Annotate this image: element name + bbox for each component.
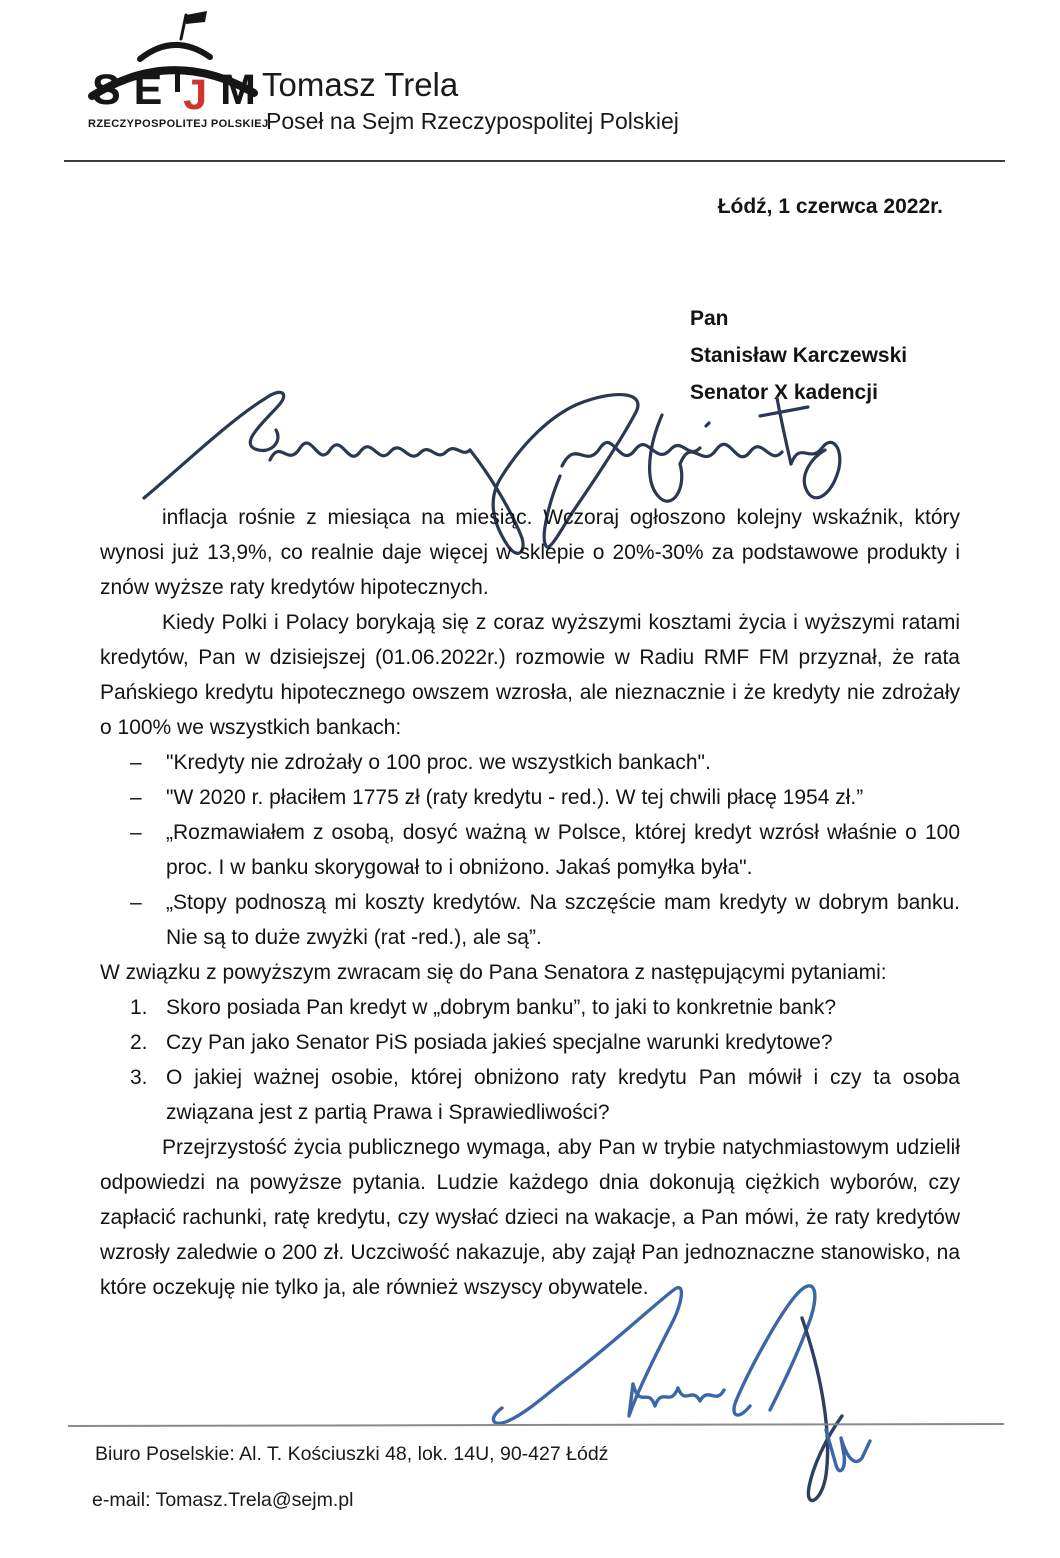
sejm-letters (92, 66, 256, 119)
quote-text: "Kredyty nie zdrożały o 100 proc. we wszystkich bankach". (166, 751, 711, 774)
email-address: e-mail: Tomasz.Trela@sejm.pl (92, 1489, 354, 1511)
question-text: Skoro posiada Pan kredyt w „dobrym banku”, to jaki to konkretnie bank? (166, 996, 837, 1019)
sejm-letter-s: S (92, 66, 121, 114)
sejm-letter-e: E (133, 66, 163, 114)
sejm-letter-m: M (220, 66, 256, 114)
question-item (100, 1060, 960, 1130)
date-line: Łódź, 1 czerwca 2022r. (717, 195, 943, 218)
question-text: O jakiej ważnej osobie, której obniżono raty kredytu Pan mówił i czy ta osoba związana jest z partią Prawa i Sprawiedliwości? (166, 1066, 960, 1124)
header-divider (64, 160, 1005, 162)
recipient-salutation: Pan (690, 307, 729, 330)
dash-marker: – (130, 821, 142, 844)
paragraph-inflation: inflacja rośnie z miesiąca na miesiąc. Wczoraj ogłoszono kolejny wskaźnik, który wynosi już 13,9%, co realnie daje więcej w sklepie o 20%-30% za podstawowe produkty i znów wyższe raty kredytów hipotecznych. (100, 506, 960, 599)
quote-text: „Rozmawiałem z osobą, dosyć ważną w Polsce, której kredyt wzrósł właśnie o 100 proc. I w banku skorygował to i obniżono. Jakaś pomyłka była". (166, 821, 960, 879)
quote-item (100, 745, 960, 780)
dash-marker: – (130, 751, 142, 774)
question-item (100, 1025, 960, 1060)
letter-body (100, 500, 960, 1305)
quote-text: „Stopy podnoszą mi koszty kredytów. Na szczęście mam kredyty w dobrym banku. Nie są to duże zwyżki (rat -red.), ale są”. (166, 891, 960, 949)
signature-handwriting (478, 1278, 918, 1548)
paragraph-interview: Kiedy Polki i Polacy borykają się z coraz wyższymi kosztami życia i wyższymi ratami kredytów, Pan w dzisiejszej (01.06.2022r.) rozmowie w Radiu RMF FM przyznał, że rata Pańskiego kredytu hipotecznego owszem wzrosła, ale nieznacznie i że kredyty nie zdrożały o 100% we wszystkich bankach: (100, 611, 960, 739)
dash-marker: – (130, 786, 142, 809)
sejm-logo (88, 6, 269, 144)
quote-item (100, 780, 960, 815)
closing-paragraph: Przejrzystość życia publicznego wymaga, aby Pan w trybie natychmiastowym udzielił odpowiedzi na powyższe pytania. Ludzie każdego dnia dokonują ciężkich wyborów, czy zapłacić rachunki, ratę kredytu, czy wysłać dzieci na wakacje, a Pan mówi, że raty kredytów wzrosły zaledwie o 200 zł. Uczciwość nakazuje, aby zajął Pan jednoznaczne stanowisko, na które oczekuję nie tylko ja, ale również wszyscy obywatele. (100, 1136, 960, 1299)
sejm-j-black-tick (175, 72, 180, 92)
office-address: Biuro Poselskie: Al. T. Kościuszki 48, lok. 14U, 90-427 Łódź (95, 1443, 609, 1465)
question-item (100, 990, 960, 1025)
question-number: 3. (130, 1066, 148, 1089)
sejm-logo-caption: RZECZYPOSPOLITEJ POLSKIEJ (88, 118, 269, 130)
sejm-letter-j: J (175, 68, 207, 112)
dash-marker: – (130, 891, 142, 914)
sender-name: Tomasz Trela (262, 66, 459, 103)
questions-lead-in: W związku z powyższym zwracam się do Pana Senatora z następującymi pytaniami: (100, 961, 887, 984)
sender-role: Poseł na Sejm Rzeczypospolitej Polskiej (266, 108, 679, 134)
recipient-title: Senator X kadencji (690, 381, 878, 404)
quote-item (100, 885, 960, 955)
question-number: 2. (130, 1031, 148, 1054)
question-text: Czy Pan jako Senator PiS posiada jakieś specjalne warunki kredytowe? (166, 1031, 833, 1054)
question-number: 1. (130, 996, 148, 1019)
quote-item (100, 815, 960, 885)
recipient-name: Stanisław Karczewski (690, 344, 908, 367)
quote-text: "W 2020 r. płaciłem 1775 zł (raty kredytu - red.). W tej chwili płacę 1954 zł.” (166, 786, 864, 809)
